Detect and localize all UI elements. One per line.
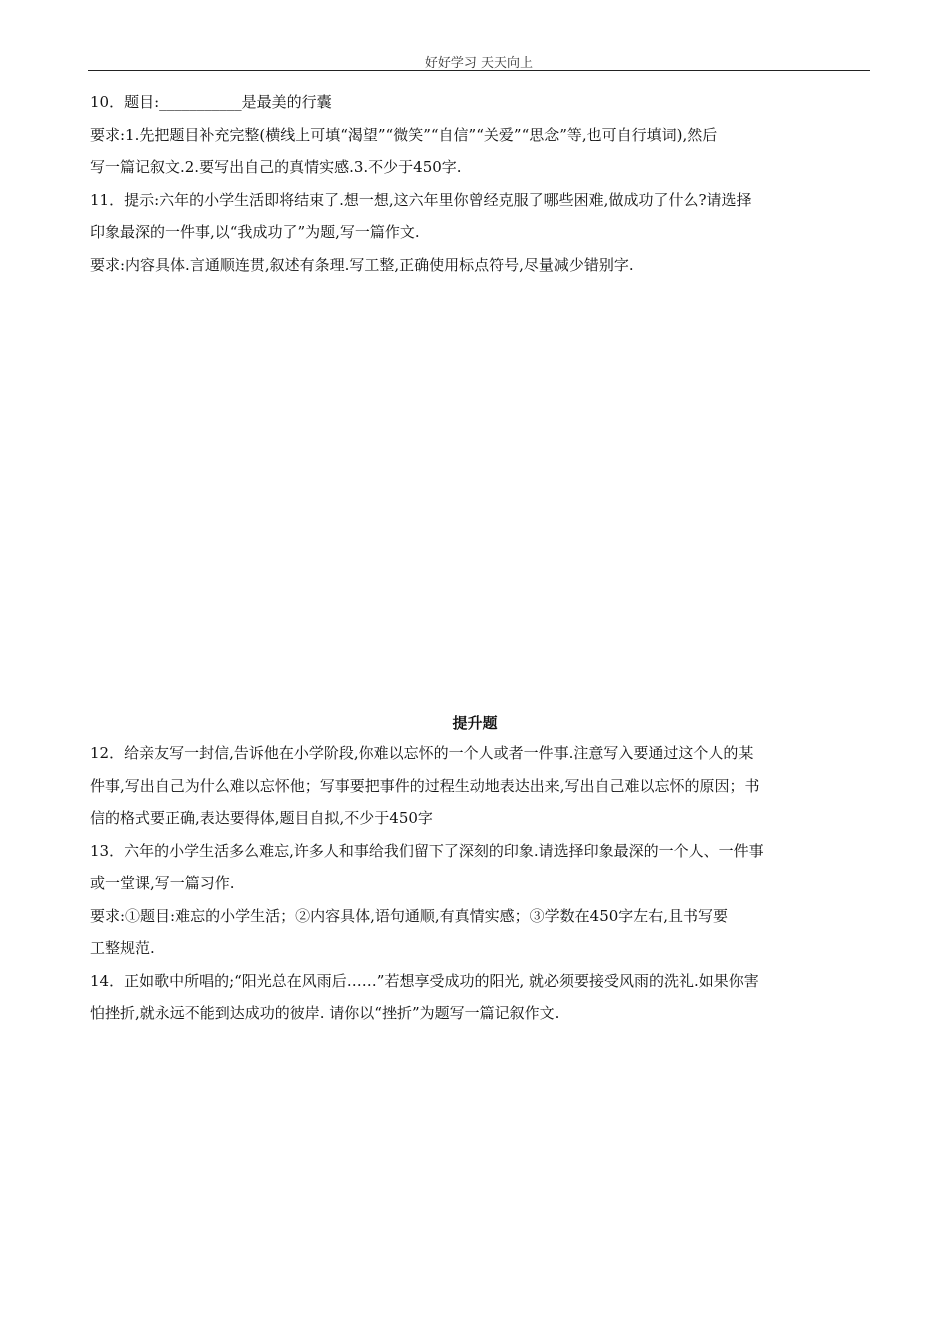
q10-requirement-2: 写一篇记叙文.2.要写出自己的真情实感.3.不少于450字. <box>90 158 462 176</box>
section-title-advanced: 提升题 <box>452 714 498 732</box>
q12-line-3: 信的格式要正确,表达要得体,题目自拟,不少于450字 <box>90 809 433 827</box>
q13-line-1: 13．六年的小学生活多么难忘,许多人和事给我们留下了深刻的印象.请选择印象最深的一个人、一件事 <box>90 842 764 860</box>
q13-requirement-1: 要求:①题目:难忘的小学生活；②内容具体,语句通顺,有真情实感；③学数在450字左右,且书写要 <box>90 907 729 925</box>
q14-line-1: 14．正如歌中所唱的;“阳光总在风雨后……”若想享受成功的阳光, 就必须要接受风雨的洗礼.如果你害 <box>90 972 759 990</box>
q11-prompt-line-2: 印象最深的一件事,以“我成功了”为题,写一篇作文. <box>90 223 420 241</box>
q10-requirement-1: 要求:1.先把题目补充完整(横线上可填“渴望”“微笑”“自信”“关爱”“思念”等,也可自行填词),然后 <box>90 126 718 144</box>
q13-line-2: 或一堂课,写一篇习作. <box>90 874 235 892</box>
q12-line-2: 件事,写出自己为什么难以忘怀他；写事要把事件的过程生动地表达出来,写出自己难以忘怀的原因；书 <box>90 777 760 795</box>
q10-title-line: 10．题目:___________是最美的行囊 <box>90 93 332 111</box>
page-header: 好好学习 天天向上 <box>424 56 534 71</box>
q11-requirement: 要求:内容具体.言通顺连贯,叙述有条理.写工整,正确使用标点符号,尽量减少错别字. <box>90 256 634 274</box>
q14-line-2: 怕挫折,就永远不能到达成功的彼岸. 请你以“挫折”为题写一篇记叙作文. <box>90 1004 560 1022</box>
q11-prompt-line-1: 11．提示:六年的小学生活即将结束了.想一想,这六年里你曾经克服了哪些困难,做成功了什么?请选择 <box>90 191 752 209</box>
q12-line-1: 12．给亲友写一封信,告诉他在小学阶段,你难以忘怀的一个人或者一件事.注意写入要通过这个人的某 <box>90 744 754 762</box>
q13-requirement-2: 工整规范. <box>90 939 155 957</box>
header-divider <box>88 70 870 71</box>
